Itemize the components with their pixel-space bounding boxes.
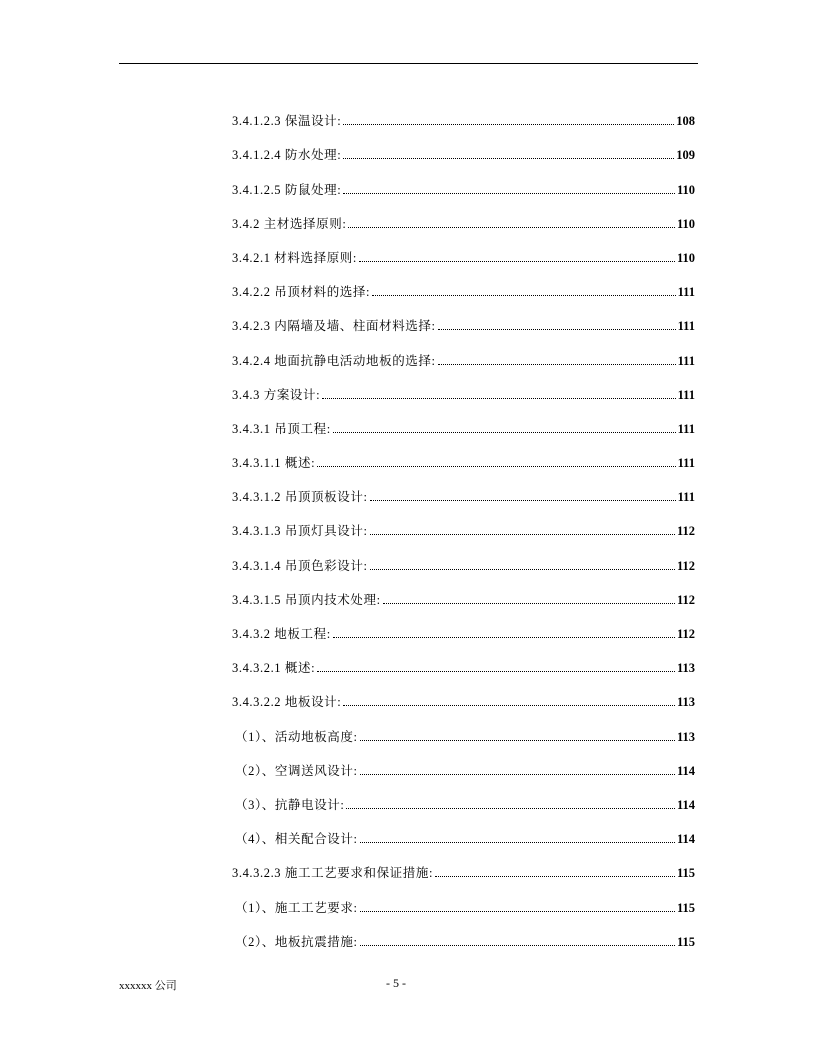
toc-entry[interactable]	[232, 573, 695, 607]
toc-entry-page: 110	[676, 182, 695, 197]
toc-entry-page: 110	[676, 250, 695, 265]
toc-entry-label: （4）、相关配合设计:	[235, 832, 358, 847]
toc-entry-page: 113	[676, 661, 695, 676]
toc-dot-leader	[348, 227, 675, 228]
toc-entry-page: 115	[676, 866, 695, 881]
toc-dot-leader	[343, 124, 674, 125]
toc-entry[interactable]	[232, 265, 695, 299]
toc-entry-label: （3）、抗静电设计:	[235, 797, 345, 812]
toc-dot-leader	[322, 398, 675, 399]
toc-entry[interactable]	[232, 402, 695, 436]
toc-entry[interactable]	[232, 368, 695, 402]
toc-entry-label: 3.4.2.2 吊顶材料的选择:	[232, 285, 371, 300]
toc-dot-leader	[383, 603, 675, 604]
toc-entry[interactable]	[232, 846, 695, 880]
toc-entry-page: 115	[676, 900, 695, 915]
toc-entry-label: （1）、活动地板高度:	[235, 729, 358, 744]
toc-dot-leader	[438, 329, 676, 330]
toc-entry-label: 3.4.2.3 内隔墙及墙、柱面材料选择:	[232, 319, 436, 334]
toc-dot-leader	[333, 637, 675, 638]
toc-entry-page: 115	[676, 934, 695, 949]
header-rule	[119, 63, 698, 64]
toc-entry[interactable]	[232, 607, 695, 641]
toc-entry[interactable]	[232, 641, 695, 675]
toc-dot-leader	[370, 500, 676, 501]
toc-entry-page: 111	[677, 353, 695, 368]
toc-dot-leader	[360, 774, 675, 775]
toc-dot-leader	[333, 432, 676, 433]
toc-entry[interactable]	[232, 744, 695, 778]
toc-entry[interactable]	[232, 231, 695, 265]
toc-dot-leader	[343, 705, 675, 706]
toc-entry-label: 3.4.2 主材选择原则:	[232, 216, 347, 231]
toc-entry-label: 3.4.3.1.3 吊顶灯具设计:	[232, 524, 368, 539]
toc-entry[interactable]	[232, 470, 695, 504]
toc-entry-label: 3.4.2.1 材料选择原则:	[232, 250, 357, 265]
toc-entry-label: （2）、地板抗震措施:	[235, 934, 358, 949]
footer-company: xxxxxx 公司	[119, 980, 177, 992]
toc-entry-page: 111	[677, 387, 695, 402]
toc-entry[interactable]	[232, 299, 695, 333]
toc-entry[interactable]	[232, 812, 695, 846]
toc-dot-leader	[372, 295, 676, 296]
toc-entry[interactable]	[232, 504, 695, 538]
toc-entry-label: 3.4.2.4 地面抗静电活动地板的选择:	[232, 353, 436, 368]
toc-entry-page: 111	[677, 490, 695, 505]
toc-entry[interactable]	[232, 436, 695, 470]
toc-entry-label: 3.4.1.2.5 防鼠处理:	[232, 182, 342, 197]
toc-entry-page: 110	[676, 216, 695, 231]
toc-dot-leader	[360, 911, 675, 912]
toc-entry-label: （2）、空调送风设计:	[235, 763, 358, 778]
toc-entry[interactable]	[232, 94, 695, 128]
toc-entry-page: 112	[676, 558, 695, 573]
toc-entry-label: 3.4.3.1 吊顶工程:	[232, 421, 331, 436]
toc-entry-page: 112	[676, 592, 695, 607]
toc-entry-label: 3.4.3.1.4 吊顶色彩设计:	[232, 558, 368, 573]
toc-entry-page: 114	[676, 763, 695, 778]
toc-entry-label: 3.4.1.2.4 防水处理:	[232, 148, 342, 163]
toc-dot-leader	[370, 569, 675, 570]
toc-entry[interactable]	[232, 880, 695, 914]
toc-dot-leader	[360, 842, 675, 843]
toc-entry-page: 113	[676, 695, 695, 710]
toc-entry-page: 114	[676, 797, 695, 812]
toc-entry[interactable]	[232, 709, 695, 743]
toc-dot-leader	[435, 876, 675, 877]
toc-entry[interactable]	[232, 538, 695, 572]
toc-entry-page: 111	[677, 285, 695, 300]
toc-entry-label: 3.4.1.2.3 保温设计:	[232, 114, 342, 129]
table-of-contents	[232, 94, 695, 949]
toc-dot-leader	[317, 671, 675, 672]
toc-entry[interactable]	[232, 915, 695, 949]
toc-entry-label: 3.4.3.2.3 施工工艺要求和保证措施:	[232, 866, 434, 881]
toc-dot-leader	[370, 534, 675, 535]
toc-entry[interactable]	[232, 778, 695, 812]
toc-entry-page: 112	[676, 524, 695, 539]
toc-entry-page: 111	[677, 456, 695, 471]
toc-entry[interactable]	[232, 197, 695, 231]
toc-entry-page: 114	[676, 832, 695, 847]
toc-entry-page: 112	[676, 627, 695, 641]
toc-entry-label: 3.4.3.1.2 吊顶顶板设计:	[232, 490, 368, 505]
toc-entry[interactable]	[232, 128, 695, 162]
toc-dot-leader	[359, 261, 675, 262]
toc-entry-label: 3.4.3 方案设计:	[232, 387, 321, 402]
toc-entry-label: 3.4.3.1.1 概述:	[232, 456, 316, 471]
toc-dot-leader	[317, 466, 675, 467]
toc-entry-label: 3.4.3.2.2 地板设计:	[232, 695, 342, 710]
toc-entry-page: 113	[676, 729, 695, 744]
toc-dot-leader	[360, 945, 675, 946]
toc-entry-page: 109	[676, 148, 695, 163]
toc-dot-leader	[343, 158, 674, 159]
toc-entry-page: 111	[677, 421, 695, 436]
toc-entry-page: 108	[676, 114, 695, 129]
toc-entry-page: 111	[677, 319, 695, 334]
toc-entry-label: 3.4.3.2 地板工程:	[232, 627, 331, 641]
toc-entry-label: 3.4.3.2.1 概述:	[232, 661, 316, 676]
toc-dot-leader	[360, 740, 675, 741]
toc-dot-leader	[346, 808, 674, 809]
footer-page-number: - 5 -	[386, 976, 406, 990]
toc-dot-leader	[343, 193, 675, 194]
toc-dot-leader	[438, 364, 676, 365]
toc-entry[interactable]	[232, 162, 695, 196]
toc-entry[interactable]	[232, 675, 695, 709]
toc-entry-label: （1）、施工工艺要求:	[235, 900, 358, 915]
toc-entry-label: 3.4.3.1.5 吊顶内技术处理:	[232, 592, 381, 607]
toc-entry[interactable]	[232, 333, 695, 367]
